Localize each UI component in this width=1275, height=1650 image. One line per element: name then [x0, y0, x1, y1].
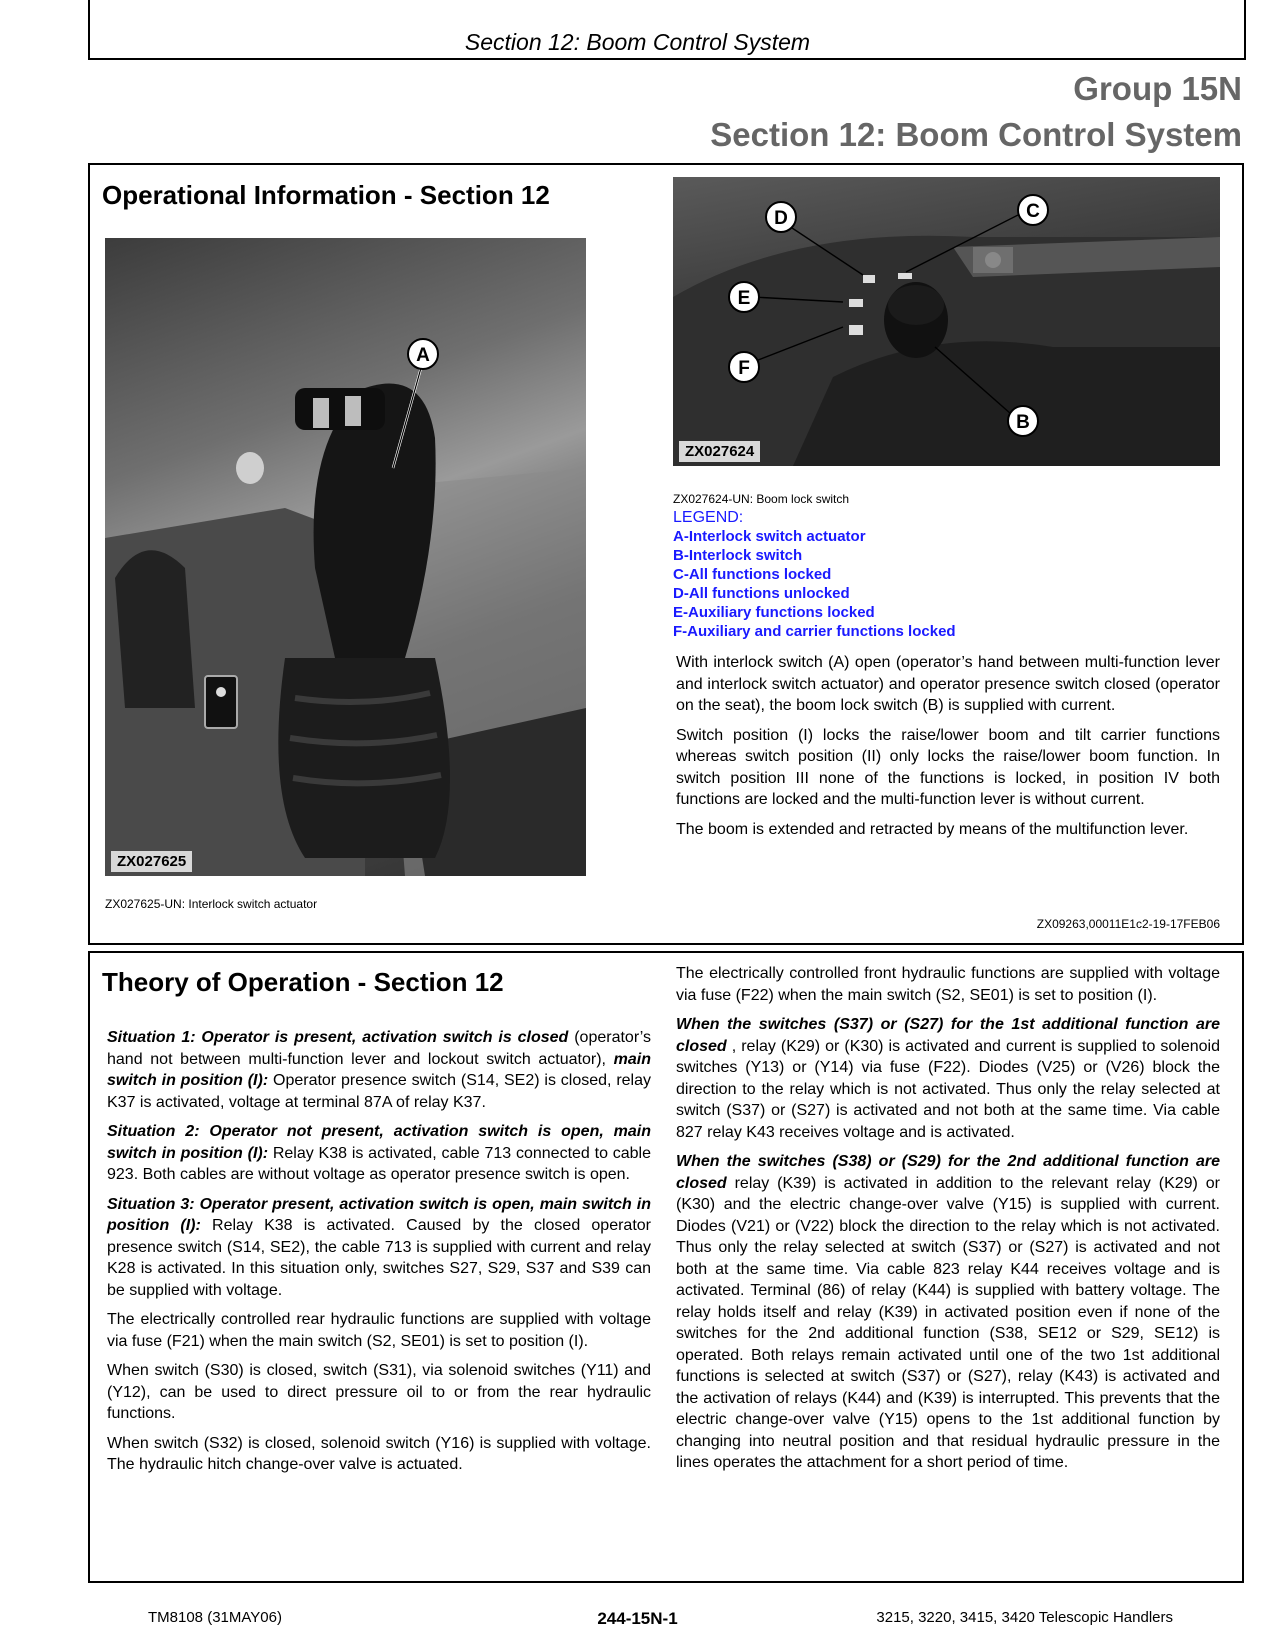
legend-heading: LEGEND:	[673, 509, 744, 526]
theory-left-column	[107, 1027, 651, 1484]
callout-a: A	[416, 345, 430, 366]
theory-paragraph: When switch (S32) is closed, solenoid switch (Y16) is supplied with voltage. The hydraulic hitch change-over valve is actuated.	[107, 1434, 651, 1473]
operational-paragraph: The boom is extended and retracted by means of the multifunction lever.	[676, 820, 1189, 838]
section-title: Section 12: Boom Control System	[710, 116, 1242, 153]
legend-item-e: E-Auxiliary functions locked	[673, 604, 875, 621]
legend-item-b: B-Interlock switch	[673, 547, 803, 564]
running-header: Section 12: Boom Control System	[464, 29, 811, 55]
operational-paragraph: Switch position (I) locks the raise/lower boom and tilt carrier functions whereas switch position (II) only locks the raise/lower boom function. In switch position III none of the functions is locked, in position IV both functions are locked and the multi-function lever is without current.	[676, 726, 1220, 808]
legend	[673, 508, 956, 641]
theory-paragraph: The electrically controlled rear hydraulic functions are supplied with voltage via fuse (F21) when the main switch (S2, SE01) is set to position (I).	[107, 1311, 651, 1350]
situation-1: Situation 1: Operator is present, activation switch is closed (operator’s hand not between multi-function lever and lockout switch actuator), main switch in position (I): Operator presence switch (S14, SE2) is closed, relay K37 is activated, voltage at terminal 87A of relay K37.	[107, 1029, 652, 1111]
footer-models: 3215, 3220, 3415, 3420 Telescopic Handlers	[876, 1609, 1173, 1626]
photo-illustration	[105, 238, 586, 876]
callout-b: B	[1016, 412, 1030, 433]
legend-item-f: F-Auxiliary and carrier functions locked	[673, 623, 956, 640]
theory-right-column	[676, 963, 1220, 1482]
callout-c: C	[1026, 201, 1040, 222]
operational-paragraph: With interlock switch (A) open (operator’s hand between multi-function lever and interlock switch actuator) and operator presence switch closed (operator on the seat), the boom lock switch (B) is supplied with current.	[676, 654, 1220, 714]
situation-3: Situation 3: Operator present, activation switch is open, main switch in position (I): Relay K38 is activated. Caused by the closed operator presence switch (S14, SE2), the cable 713 is supplied with current and relay K28 is activated. In this situation only, switches S27, S29, S37 and S39 can be supplied with voltage.	[107, 1195, 651, 1299]
page-number: 244-15N-1	[597, 1609, 678, 1628]
legend-item-c: C-All functions locked	[673, 566, 832, 583]
photo2-tag: ZX027624	[679, 441, 760, 462]
photo1-tag: ZX027625	[111, 851, 192, 872]
legend-item-d: D-All functions unlocked	[673, 585, 850, 602]
reference-code: ZX09263,00011E1c2-19-17FEB06	[1036, 917, 1220, 931]
additional-function-1: When the switches (S37) or (S27) for the 1st additional function are closed , relay (K29) or (K30) is activated and current is supplied to solenoid switches (Y13) or (Y14) via fuse (F22). Diodes (V25) or (V26) block the direction to the relay which is not activated. Thus only the relay selected at switch (S37) or (S27) is activated and not both at the same time. Via cable 827 relay K43 receives voltage and is activated.	[676, 1016, 1220, 1141]
situation-2: Situation 2: Operator not present, activation switch is open, main switch in position (I): Relay K38 is activated, cable 713 connected to cable 923. Both cables are without voltage as operator presence switch is open.	[107, 1123, 652, 1183]
callout-f: F	[738, 358, 750, 379]
theory-paragraph: When switch (S30) is closed, switch (S31), via solenoid switches (Y11) and (Y12), can be used to direct pressure oil to or from the rear hydraulic functions.	[107, 1362, 651, 1422]
callout-d: D	[774, 208, 788, 229]
legend-item-a: A-Interlock switch actuator	[673, 528, 866, 545]
group-title: Group 15N	[1073, 70, 1242, 107]
callout-e: E	[737, 288, 751, 309]
theory-title: Theory of Operation - Section 12	[102, 967, 504, 997]
photo2-illustration	[673, 177, 1220, 466]
operational-text	[676, 652, 1220, 848]
footer-manual-id: TM8108 (31MAY06)	[148, 1609, 282, 1626]
operational-info-title: Operational Information - Section 12	[102, 180, 550, 210]
additional-function-2: When the switches (S38) or (S29) for the 2nd additional function are closed relay (K39) is activated in addition to the relevant relay (K29) or (K30) and the electric change-over valve (Y15) is supplied with current. Diodes (V21) or (V22) block the direction to the relay which is not activated. Thus only the relay selected at switch (S37) or (S27) is activated and not both at the same time. Via cable 823 relay K44 receives voltage and is activated. Terminal (86) of relay (K44) is supplied with battery voltage. The relay holds itself and relay (K39) in activated position even if none of the switches for the 2nd additional function (S38, SE12 or S29, SE12) is operated. Both relays remain activated until one of the two 1st additional functions is selected at switch (S37) or (S27), relay (K43) is activated and the activation of relays (K44) and (K39) is interrupted. This prevents that the electric change-over valve (Y15) opens to the 1st additional function by changing into neutral position and that residual hydraulic pressure in the lines operates the attachment for a short period of time.	[676, 1153, 1220, 1471]
theory-paragraph: The electrically controlled front hydraulic functions are supplied with voltage via fuse (F22) when the main switch (S2, SE01) is set to position (I).	[676, 965, 1220, 1004]
photo1-caption: ZX027625-UN: Interlock switch actuator	[105, 897, 318, 911]
photo2-caption: ZX027624-UN: Boom lock switch	[673, 492, 850, 506]
boom-lock-switch-photo	[673, 177, 1220, 466]
interlock-switch-actuator-photo	[105, 238, 586, 876]
